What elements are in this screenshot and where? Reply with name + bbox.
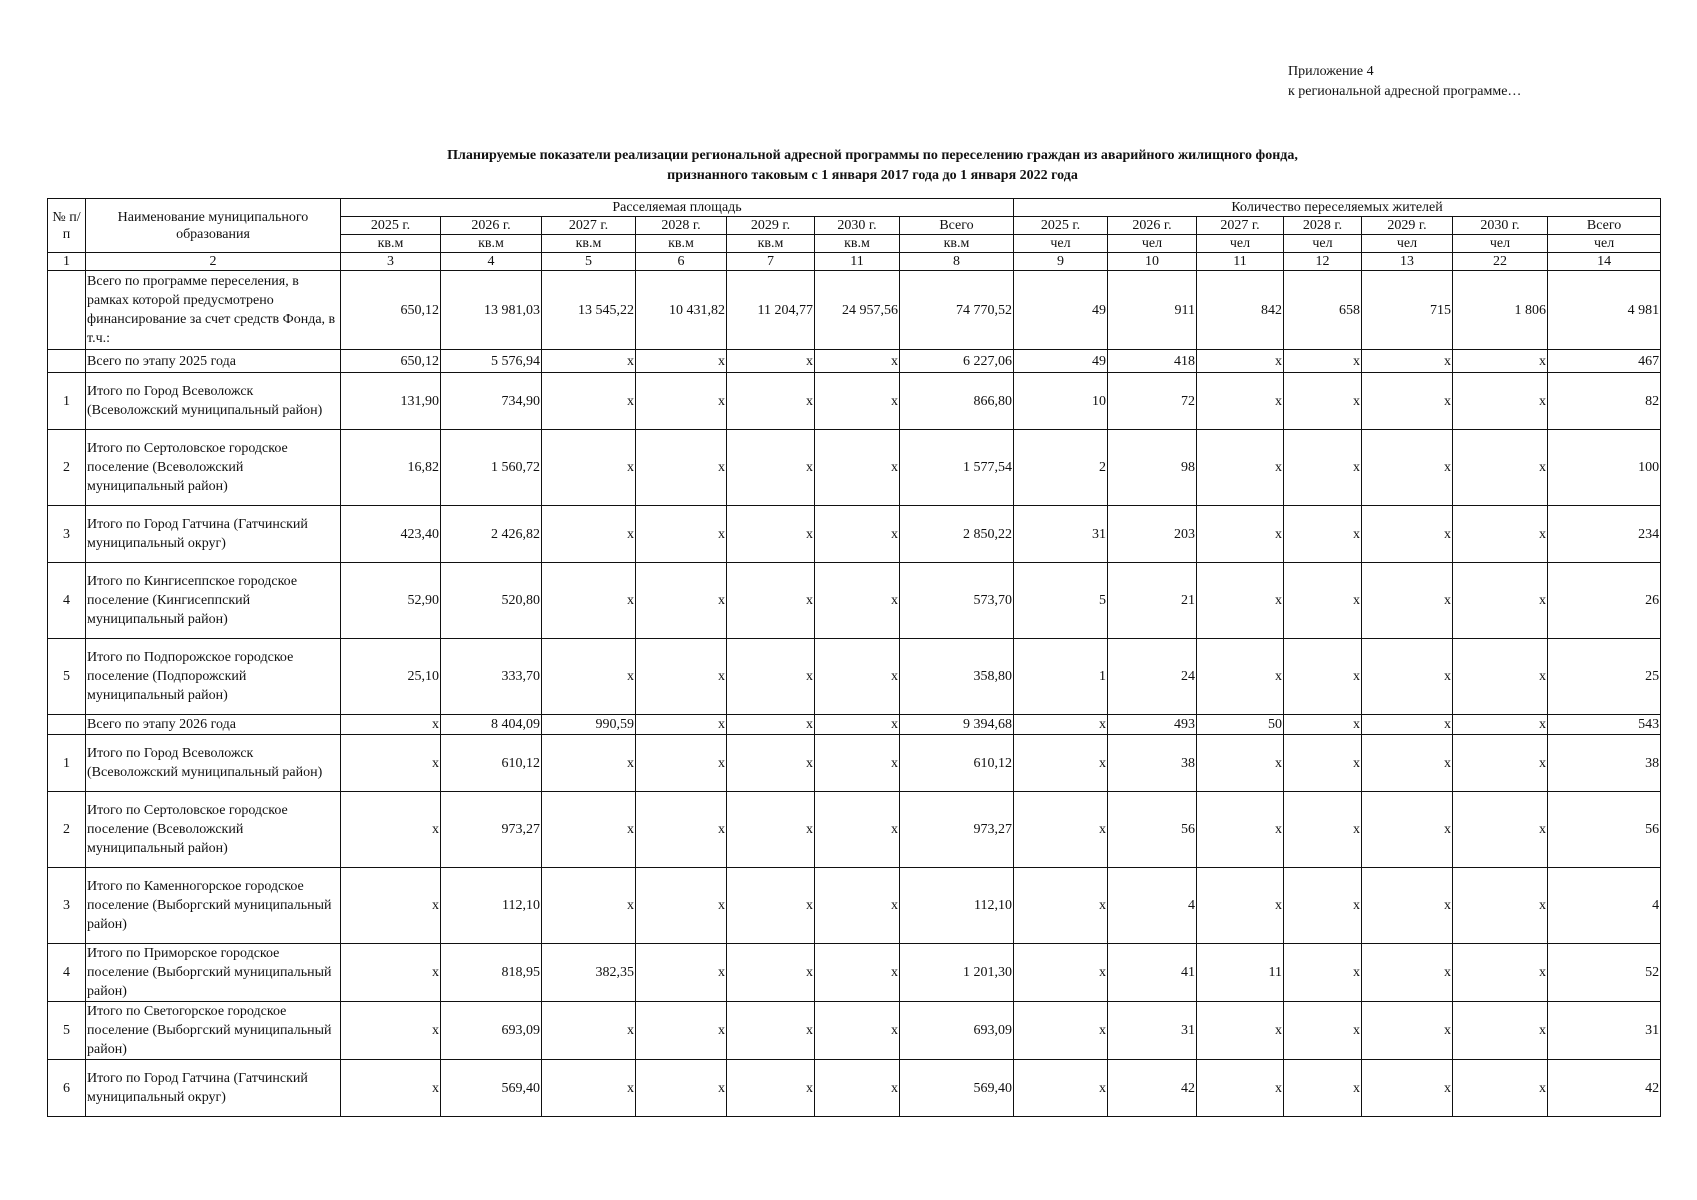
people-value: 52 [1548,944,1661,1002]
people-value: x [1284,506,1362,563]
people-value: x [1014,715,1108,735]
area-value: 573,70 [900,563,1014,639]
header-people-unit: чел [1548,235,1661,253]
area-value: 25,10 [341,639,441,715]
people-value: 715 [1362,271,1453,350]
people-value: 1 [1014,639,1108,715]
area-value: x [341,1002,441,1060]
people-value: x [1362,868,1453,944]
area-value: x [815,792,900,868]
row-name: Итого по Город Всеволожск (Всеволожский муниципальный район) [86,373,341,430]
header-people-year: 2025 г. [1014,217,1108,235]
header-people-year: 2028 г. [1284,217,1362,235]
people-value: x [1014,1002,1108,1060]
area-value: 610,12 [441,735,542,792]
people-value: x [1362,1060,1453,1117]
people-value: 842 [1197,271,1284,350]
people-value: 38 [1548,735,1661,792]
header-column-number: 6 [636,253,727,271]
people-value: x [1362,430,1453,506]
area-value: 610,12 [900,735,1014,792]
table-row [48,563,1661,639]
area-value: x [341,792,441,868]
people-value: x [1453,1002,1548,1060]
row-name: Итого по Город Гатчина (Гатчинский муниципальный округ) [86,1060,341,1117]
area-value: x [341,735,441,792]
area-value: x [727,868,815,944]
area-value: 11 204,77 [727,271,815,350]
row-number: 2 [48,430,86,506]
header-people-unit: чел [1284,235,1362,253]
table-row [48,430,1661,506]
people-value: x [1284,944,1362,1002]
header-area-year: 2025 г. [341,217,441,235]
people-value: x [1453,373,1548,430]
people-value: 911 [1108,271,1197,350]
people-value: 203 [1108,506,1197,563]
header-column-number: 9 [1014,253,1108,271]
area-value: x [636,373,727,430]
row-number: 5 [48,639,86,715]
area-value: 423,40 [341,506,441,563]
area-value: x [727,792,815,868]
header-column-number: 8 [900,253,1014,271]
people-value: 56 [1548,792,1661,868]
area-value: 5 576,94 [441,350,542,373]
people-value: 543 [1548,715,1661,735]
area-value: 650,12 [341,350,441,373]
people-value: 25 [1548,639,1661,715]
row-number: 1 [48,373,86,430]
header-row-groups [48,199,1661,217]
header-people-group: Количество переселяемых жителей [1014,199,1661,217]
table-row [48,506,1661,563]
header-column-number: 5 [542,253,636,271]
people-value: 1 806 [1453,271,1548,350]
header-area-year: 2028 г. [636,217,727,235]
people-value: 82 [1548,373,1661,430]
people-value: 4 [1108,868,1197,944]
people-value: 56 [1108,792,1197,868]
area-value: x [636,944,727,1002]
header-people-year: 2029 г. [1362,217,1453,235]
area-value: 569,40 [900,1060,1014,1117]
header-column-number: 11 [815,253,900,271]
row-number [48,715,86,735]
area-value: 973,27 [900,792,1014,868]
people-value: 72 [1108,373,1197,430]
area-value: 973,27 [441,792,542,868]
appendix-note [1288,62,1521,102]
header-people-year: 2030 г. [1453,217,1548,235]
header-people-year: Всего [1548,217,1661,235]
people-value: 4 981 [1548,271,1661,350]
area-value: 1 577,54 [900,430,1014,506]
people-value: x [1197,563,1284,639]
area-value: x [727,735,815,792]
header-column-number: 3 [341,253,441,271]
header-column-number: 1 [48,253,86,271]
people-value: x [1362,506,1453,563]
row-name: Итого по Город Всеволожск (Всеволожский муниципальный район) [86,735,341,792]
people-value: x [1197,1002,1284,1060]
people-value: x [1453,350,1548,373]
row-number [48,271,86,350]
area-value: 734,90 [441,373,542,430]
table-row [48,1060,1661,1117]
area-value: x [727,506,815,563]
area-value: x [542,563,636,639]
people-value: 49 [1014,350,1108,373]
row-number: 3 [48,506,86,563]
header-column-number: 13 [1362,253,1453,271]
people-value: x [1197,506,1284,563]
area-value: x [636,639,727,715]
row-name: Итого по Светогорское городское поселение (Выборгский муниципальный район) [86,1002,341,1060]
people-value: x [1284,1002,1362,1060]
area-value: 10 431,82 [636,271,727,350]
header-area-unit: кв.м [727,235,815,253]
area-value: x [636,1060,727,1117]
area-value: x [727,1060,815,1117]
people-value: x [1453,944,1548,1002]
row-name: Итого по Подпорожское городское поселение (Подпорожский муниципальный район) [86,639,341,715]
people-value: x [1362,1002,1453,1060]
row-number: 5 [48,1002,86,1060]
area-value: x [542,350,636,373]
people-value: x [1284,350,1362,373]
header-column-number: 14 [1548,253,1661,271]
people-value: x [1284,639,1362,715]
header-column-number: 12 [1284,253,1362,271]
people-value: 100 [1548,430,1661,506]
row-name: Итого по Кингисеппское городское поселение (Кингисеппский муниципальный район) [86,563,341,639]
people-value: 26 [1548,563,1661,639]
people-value: x [1197,639,1284,715]
header-column-number: 4 [441,253,542,271]
people-value: x [1014,1060,1108,1117]
area-value: x [341,1060,441,1117]
resettlement-table [47,198,1661,1117]
area-value: 693,09 [441,1002,542,1060]
area-value: 13 545,22 [542,271,636,350]
people-value: 49 [1014,271,1108,350]
table-row [48,271,1661,350]
area-value: 1 201,30 [900,944,1014,1002]
area-value: x [727,430,815,506]
area-value: x [815,506,900,563]
area-value: x [542,373,636,430]
people-value: x [1362,350,1453,373]
people-value: x [1014,792,1108,868]
people-value: x [1453,563,1548,639]
area-value: 866,80 [900,373,1014,430]
area-value: x [727,1002,815,1060]
people-value: x [1453,1060,1548,1117]
area-value: x [815,944,900,1002]
area-value: x [815,430,900,506]
area-value: x [341,868,441,944]
area-value: 13 981,03 [441,271,542,350]
table-body [48,199,1661,1117]
header-area-unit: кв.м [542,235,636,253]
people-value: x [1284,792,1362,868]
area-value: x [636,792,727,868]
area-value: x [542,868,636,944]
area-value: x [636,715,727,735]
people-value: x [1014,944,1108,1002]
people-value: x [1453,639,1548,715]
people-value: 42 [1548,1060,1661,1117]
area-value: x [341,944,441,1002]
area-value: 16,82 [341,430,441,506]
table-row [48,639,1661,715]
people-value: x [1197,350,1284,373]
people-value: x [1284,868,1362,944]
area-value: x [727,639,815,715]
area-value: x [815,639,900,715]
area-value: x [636,350,727,373]
table-row [48,792,1661,868]
area-value: 74 770,52 [900,271,1014,350]
people-value: 2 [1014,430,1108,506]
people-value: 31 [1548,1002,1661,1060]
table-row [48,944,1661,1002]
people-value: 493 [1108,715,1197,735]
row-number: 4 [48,563,86,639]
header-area-unit: кв.м [636,235,727,253]
table-row [48,350,1661,373]
people-value: 24 [1108,639,1197,715]
area-value: x [815,563,900,639]
area-value: x [341,715,441,735]
header-people-unit: чел [1108,235,1197,253]
area-value: 112,10 [441,868,542,944]
people-value: x [1197,735,1284,792]
area-value: 52,90 [341,563,441,639]
row-name: Итого по Сертоловское городское поселение (Всеволожский муниципальный район) [86,430,341,506]
people-value: x [1197,1060,1284,1117]
people-value: x [1362,792,1453,868]
area-value: x [542,430,636,506]
area-value: 990,59 [542,715,636,735]
table-row [48,868,1661,944]
area-value: x [542,639,636,715]
area-value: x [636,430,727,506]
row-name: Итого по Каменногорское городское поселение (Выборгский муниципальный район) [86,868,341,944]
header-column-number: 2 [86,253,341,271]
area-value: x [815,373,900,430]
area-value: 9 394,68 [900,715,1014,735]
people-value: x [1197,868,1284,944]
header-row-column-numbers [48,253,1661,271]
table-row [48,735,1661,792]
people-value: 38 [1108,735,1197,792]
people-value: x [1197,792,1284,868]
header-area-unit: кв.м [900,235,1014,253]
people-value: x [1284,430,1362,506]
area-value: x [815,350,900,373]
area-value: x [727,373,815,430]
header-area-unit: кв.м [341,235,441,253]
row-name: Итого по Город Гатчина (Гатчинский муниципальный округ) [86,506,341,563]
area-value: x [727,563,815,639]
header-people-year: 2027 г. [1197,217,1284,235]
header-area-year: Всего [900,217,1014,235]
area-value: 569,40 [441,1060,542,1117]
row-name: Всего по этапу 2026 года [86,715,341,735]
header-people-year: 2026 г. [1108,217,1197,235]
row-number: 4 [48,944,86,1002]
people-value: x [1284,735,1362,792]
people-value: 11 [1197,944,1284,1002]
table-row [48,1002,1661,1060]
row-name: Итого по Сертоловское городское поселение (Всеволожский муниципальный район) [86,792,341,868]
area-value: 382,35 [542,944,636,1002]
header-area-year: 2029 г. [727,217,815,235]
area-value: 112,10 [900,868,1014,944]
area-value: 358,80 [900,639,1014,715]
people-value: 42 [1108,1060,1197,1117]
area-value: x [815,1060,900,1117]
row-number: 6 [48,1060,86,1117]
area-value: 24 957,56 [815,271,900,350]
people-value: x [1362,715,1453,735]
area-value: x [542,792,636,868]
area-value: 650,12 [341,271,441,350]
area-value: x [815,1002,900,1060]
area-value: x [815,868,900,944]
row-number: 3 [48,868,86,944]
area-value: 818,95 [441,944,542,1002]
area-value: x [636,1002,727,1060]
area-value: x [636,563,727,639]
area-value: x [815,735,900,792]
area-value: x [636,506,727,563]
table-row [48,373,1661,430]
area-value: 1 560,72 [441,430,542,506]
appendix-line-2: к региональной адресной программе… [1288,84,1522,99]
area-value: x [636,868,727,944]
people-value: 31 [1014,506,1108,563]
area-value: 6 227,06 [900,350,1014,373]
header-people-unit: чел [1197,235,1284,253]
people-value: x [1284,563,1362,639]
people-value: x [1284,373,1362,430]
header-area-unit: кв.м [815,235,900,253]
header-people-unit: чел [1014,235,1108,253]
area-value: x [542,506,636,563]
people-value: 234 [1548,506,1661,563]
people-value: 31 [1108,1002,1197,1060]
row-number [48,350,86,373]
people-value: 467 [1548,350,1661,373]
area-value: x [542,735,636,792]
row-number: 2 [48,792,86,868]
people-value: 658 [1284,271,1362,350]
area-value: x [542,1002,636,1060]
people-value: 98 [1108,430,1197,506]
header-area-year: 2027 г. [542,217,636,235]
people-value: x [1453,735,1548,792]
table-row [48,715,1661,735]
people-value: 5 [1014,563,1108,639]
title-line-2: признанного таковым с 1 января 2017 года до 1 января 2022 года [667,168,1078,183]
people-value: x [1197,430,1284,506]
header-column-number: 22 [1453,253,1548,271]
appendix-line-1: Приложение 4 [1288,64,1374,79]
header-area-unit: кв.м [441,235,542,253]
area-value: 693,09 [900,1002,1014,1060]
header-num: № п/п [48,199,86,253]
title-line-1: Планируемые показатели реализации региональной адресной программы по переселению граждан из аварийного жилищного фонда, [447,148,1298,163]
people-value: x [1362,639,1453,715]
header-people-unit: чел [1362,235,1453,253]
people-value: x [1014,868,1108,944]
people-value: 41 [1108,944,1197,1002]
row-name: Итого по Приморское городское поселение (Выборгский муниципальный район) [86,944,341,1002]
people-value: x [1453,868,1548,944]
people-value: x [1453,715,1548,735]
people-value: x [1453,506,1548,563]
row-name: Всего по этапу 2025 года [86,350,341,373]
people-value: 10 [1014,373,1108,430]
header-people-unit: чел [1453,235,1548,253]
area-value: x [542,1060,636,1117]
area-value: x [636,735,727,792]
people-value: x [1362,735,1453,792]
header-column-number: 7 [727,253,815,271]
header-area-year: 2030 г. [815,217,900,235]
area-value: 520,80 [441,563,542,639]
people-value: x [1284,715,1362,735]
people-value: 4 [1548,868,1661,944]
header-column-number: 11 [1197,253,1284,271]
people-value: 21 [1108,563,1197,639]
people-value: 418 [1108,350,1197,373]
area-value: 2 850,22 [900,506,1014,563]
area-value: 2 426,82 [441,506,542,563]
area-value: x [815,715,900,735]
people-value: x [1197,373,1284,430]
people-value: x [1014,735,1108,792]
header-column-number: 10 [1108,253,1197,271]
area-value: x [727,350,815,373]
area-value: x [727,944,815,1002]
people-value: 50 [1197,715,1284,735]
people-value: x [1362,944,1453,1002]
document-title [0,146,1697,186]
people-value: x [1453,430,1548,506]
people-value: x [1453,792,1548,868]
people-value: x [1362,373,1453,430]
area-value: 131,90 [341,373,441,430]
area-value: 8 404,09 [441,715,542,735]
header-name: Наименование муниципального образования [86,199,341,253]
header-area-year: 2026 г. [441,217,542,235]
row-name: Всего по программе переселения, в рамках которой предусмотрено финансирование за счет средств Фонда, в т.ч.: [86,271,341,350]
area-value: 333,70 [441,639,542,715]
people-value: x [1284,1060,1362,1117]
people-value: x [1362,563,1453,639]
header-area-group: Расселяемая площадь [341,199,1014,217]
area-value: x [727,715,815,735]
row-number: 1 [48,735,86,792]
